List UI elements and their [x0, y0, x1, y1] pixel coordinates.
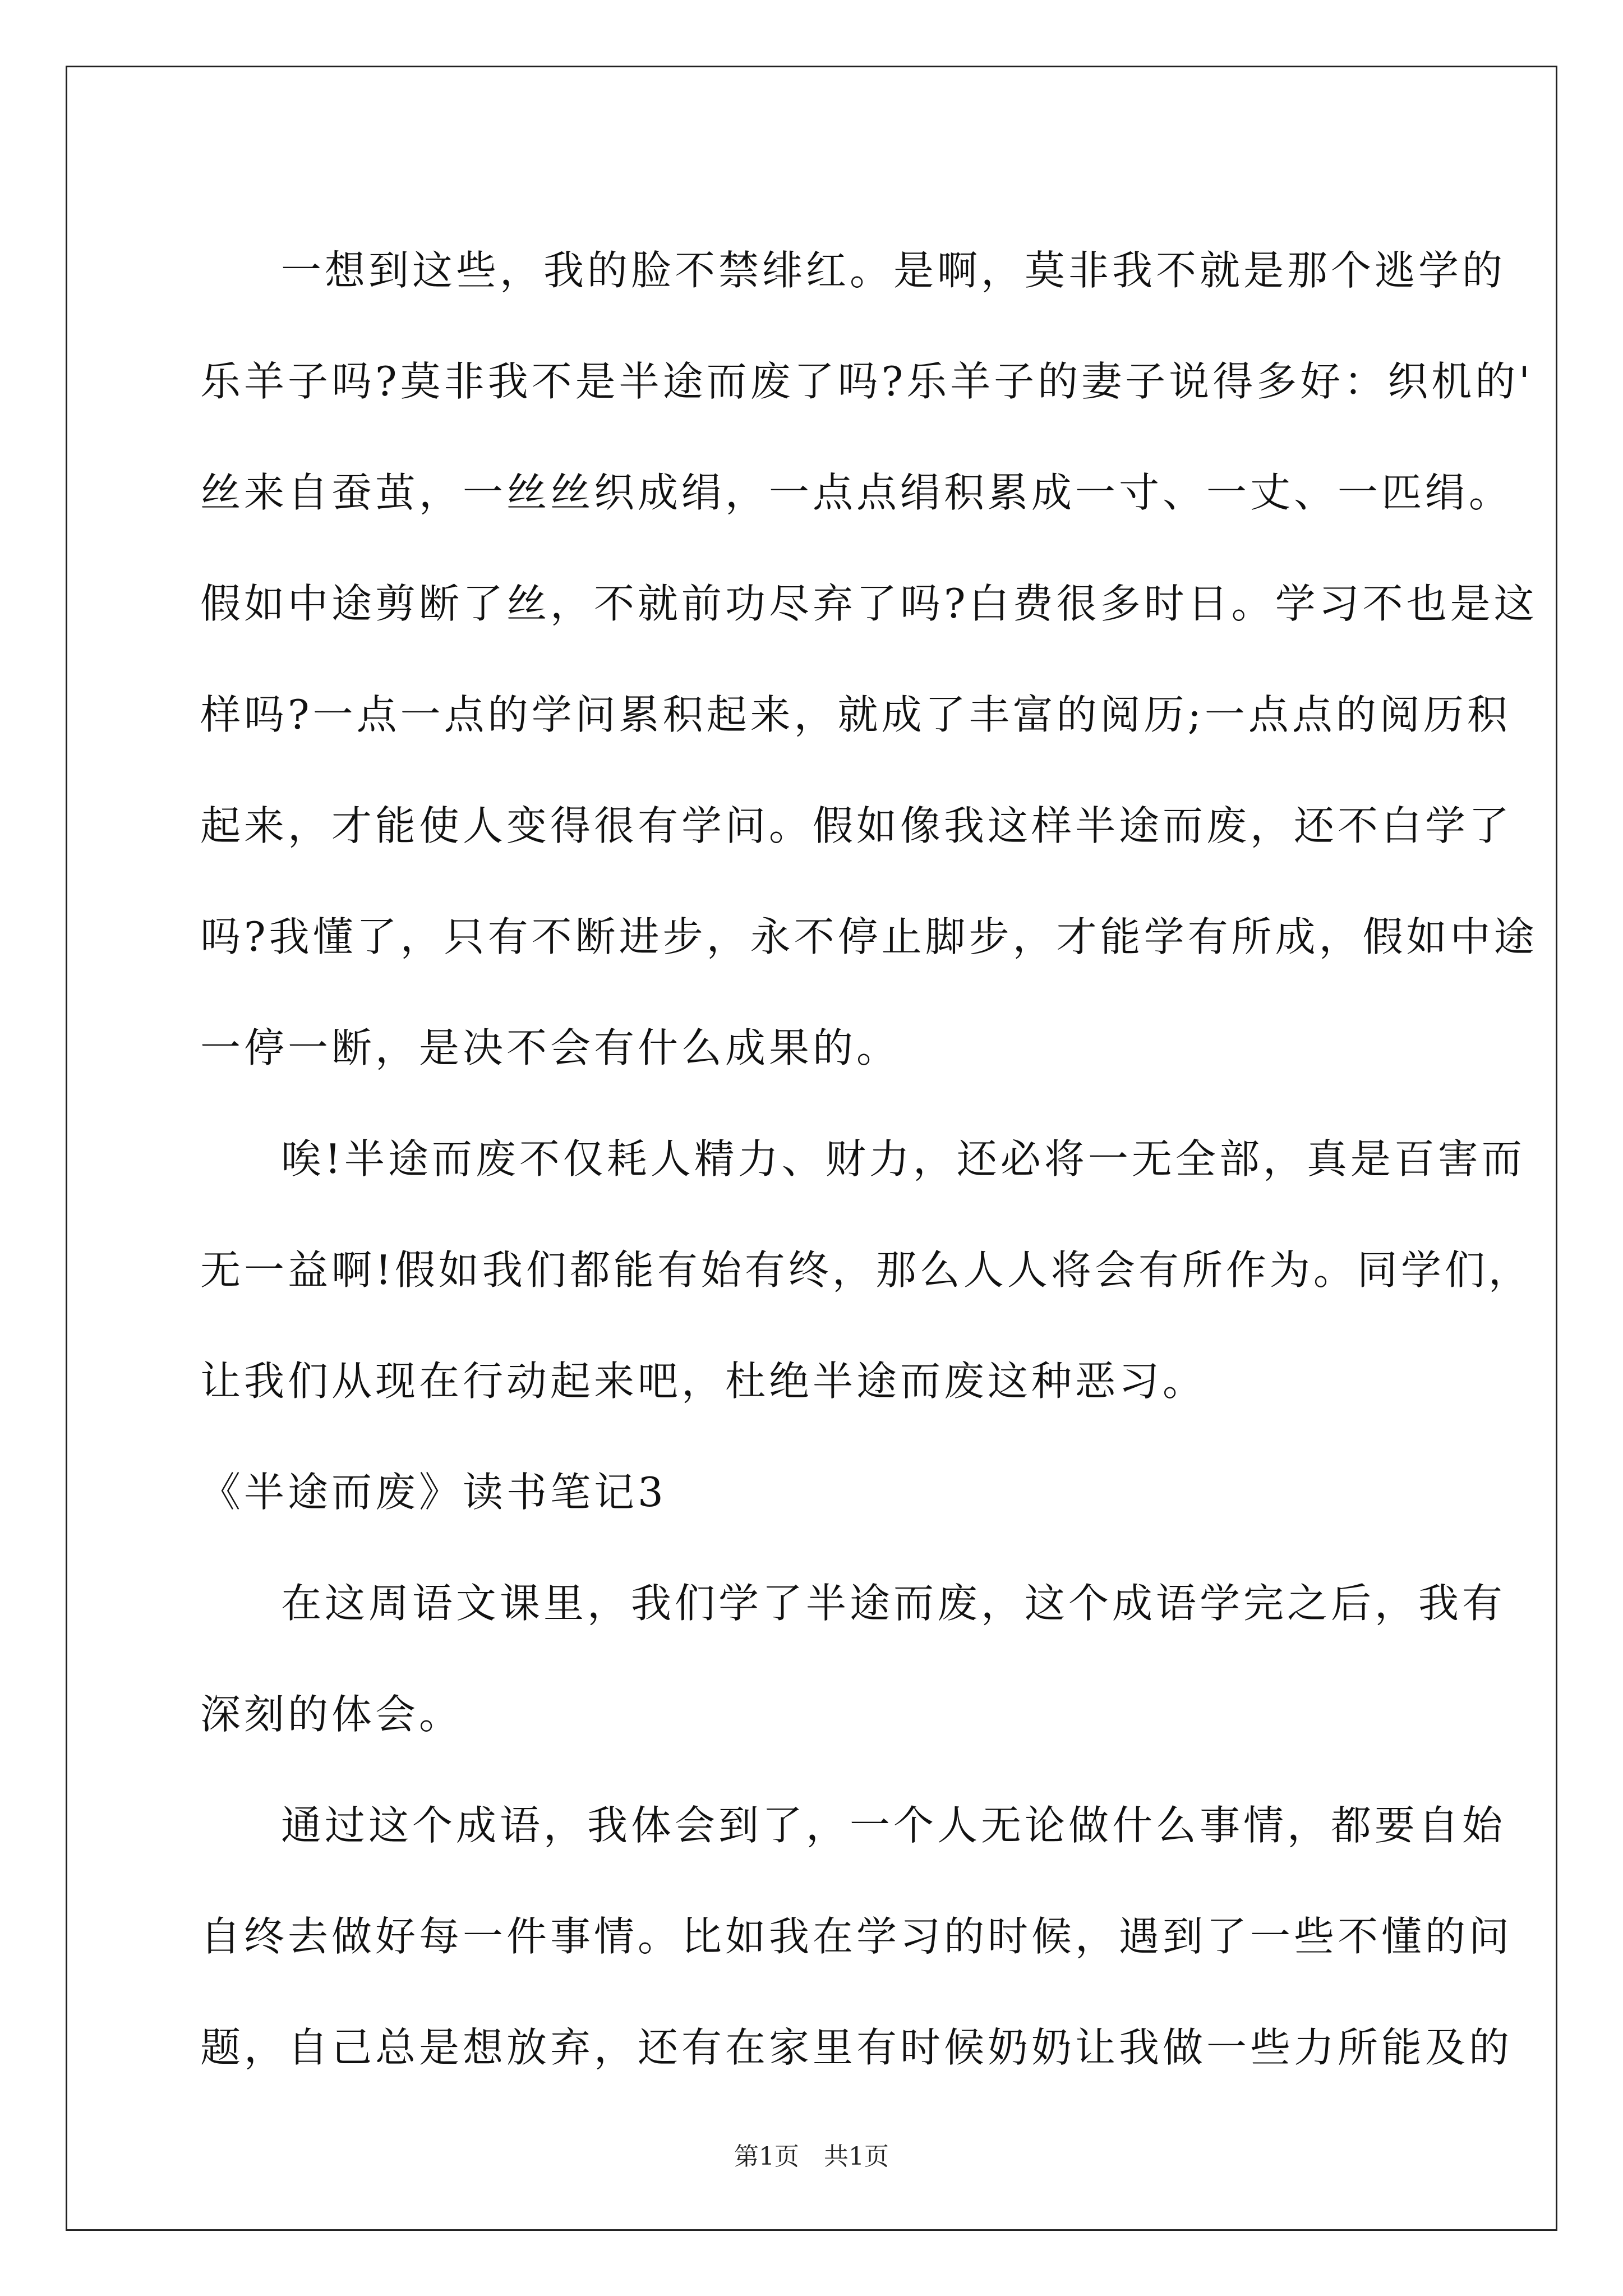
paragraph-line: 一停一断，是决不会有什么成果的。 — [200, 1024, 901, 1071]
paragraph-line: 自终去做好每一件事情。比如我在学习的时候，遇到了一些不懂的问 — [200, 1913, 1513, 1960]
paragraph-line: 一想到这些，我的脸不禁绯红。是啊，莫非我不就是那个逃学的 — [281, 247, 1506, 294]
paragraph-line: 假如中途剪断了丝，不就前功尽弃了吗?白费很多时日。学习不也是这 — [200, 580, 1538, 627]
paragraph-line: 吗?我懂了，只有不断进步，永不停止脚步，才能学有所成，假如中途 — [200, 913, 1538, 960]
paragraph-line: 起来，才能使人变得很有学问。假如像我这样半途而废，还不白学了 — [200, 802, 1513, 849]
paragraph-line: 样吗?一点一点的学问累积起来，就成了丰富的阅历;一点点的阅历积 — [200, 691, 1511, 738]
paragraph-line: 让我们从现在行动起来吧，杜绝半途而废这种恶习。 — [200, 1358, 1207, 1405]
page-footer: 第1页 共1页 — [734, 2142, 889, 2171]
paragraph-line: 通过这个成语，我体会到了，一个人无论做什么事情，都要自始 — [281, 1802, 1506, 1849]
paragraph-line: 无一益啊!假如我们都能有始有终，那么人人将会有所作为。同学们， — [200, 1246, 1532, 1294]
paragraph-line: 唉!半途而废不仅耗人精力、财力，还必将一无全部，真是百害而 — [281, 1135, 1525, 1182]
paragraph-line: 题，自己总是想放弃，还有在家里有时候奶奶让我做一些力所能及的 — [200, 2024, 1513, 2071]
document-body — [200, 215, 1538, 2103]
paragraph-line: 丝来自蚕茧，一丝丝织成绢，一点点绢积累成一寸、一丈、一匹绢。 — [200, 469, 1513, 516]
paragraph-line: 乐羊子吗?莫非我不是半途而废了吗?乐羊子的妻子说得多好：织机的' — [200, 358, 1533, 405]
paragraph-line: 深刻的体会。 — [200, 1691, 463, 1738]
section-heading: 《半途而废》读书笔记3 — [200, 1469, 667, 1516]
paragraph-line: 在这周语文课里，我们学了半途而废，这个成语学完之后，我有 — [281, 1580, 1506, 1627]
